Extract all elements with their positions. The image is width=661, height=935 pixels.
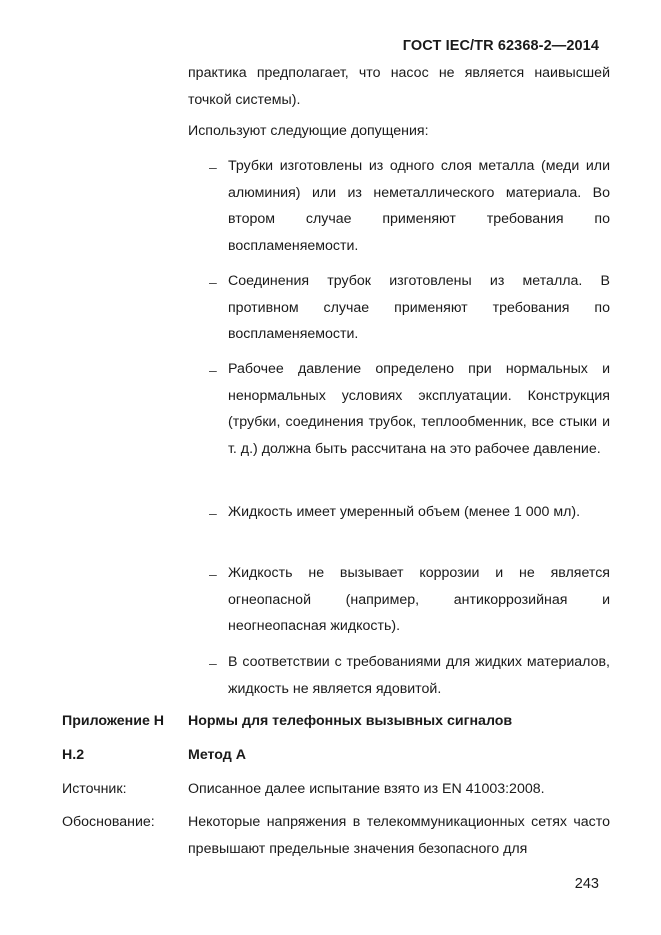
annex-title: Нормы для телефонных вызывных сигналов — [188, 713, 513, 729]
intro-continuation: практика предполагает, что насос не является наивысшей точкой системы). — [188, 65, 610, 108]
annex-label: Приложение Н — [62, 713, 165, 729]
section-label: Н.2 — [62, 747, 85, 763]
bullet-marker: – — [209, 505, 217, 521]
bullet-marker: – — [209, 362, 217, 378]
assumptions-lead: Используют следующие допущения: — [188, 123, 429, 139]
bullet-marker: – — [209, 159, 217, 175]
bullet-marker: – — [209, 655, 217, 671]
list-item: Жидкость имеет умеренный объем (менее 1 000 мл). — [228, 504, 581, 520]
list-item: Трубки изготовлены из одного слоя металла (меди или алюминия) или из неметаллического материала. Во втором случае применяют требования по воспламеняемости. — [228, 158, 610, 254]
bullet-marker: – — [209, 566, 217, 582]
source-text: Описанное далее испытание взято из EN 41003:2008. — [188, 781, 545, 797]
document-header: ГОСТ IEC/TR 62368-2—2014 — [402, 38, 599, 54]
source-label: Источник: — [62, 781, 127, 797]
page-number: 243 — [574, 876, 599, 892]
list-item: В соответствии с требованиями для жидких материалов, жидкость не является ядовитой. — [228, 654, 610, 697]
list-item: Соединения трубок изготовлены из металла. В противном случае применяют требования по воспламеняемости. — [228, 273, 610, 342]
section-title: Метод А — [188, 747, 246, 763]
list-item: Жидкость не вызывает коррозии и не является огнеопасной (например, антикоррозийная и неогнеопасная жидкость). — [228, 565, 610, 634]
rationale-label: Обоснование: — [62, 814, 155, 830]
rationale-text: Некоторые напряжения в телекоммуникационных сетях часто превышают предельные значения безопасного для — [188, 814, 610, 857]
list-item: Рабочее давление определено при нормальных и ненормальных условиях эксплуатации. Конструкция (трубки, соединения трубок, теплообменник, все стыки и т. д.) должна быть рассчитана на это рабочее давление. — [228, 361, 610, 457]
bullet-marker: – — [209, 274, 217, 290]
